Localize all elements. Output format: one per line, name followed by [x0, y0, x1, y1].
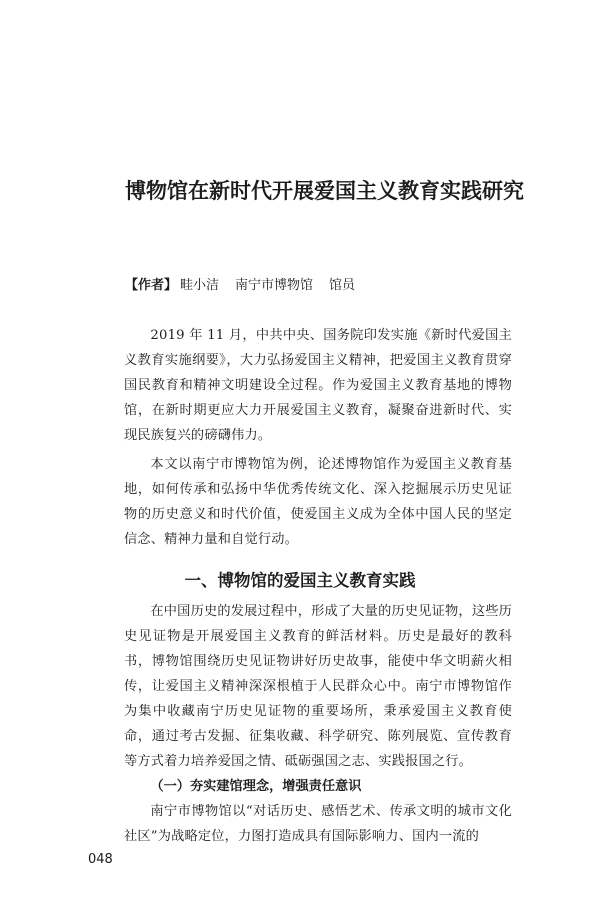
author-role: 馆员	[329, 278, 356, 293]
abstract-paragraph: 本文以南宁市博物馆为例，论述博物馆作为爱国主义教育基地，如何传承和弘扬中华优秀传统文化、深入挖掘展示历史见证物的历史意义和时代价值，使爱国主义成为全体中国人民的坚定信念、精神力量和自觉行动。	[124, 457, 512, 547]
author-name: 畦小洁	[180, 278, 220, 293]
section-heading: 一、博物馆的爱国主义教育实践	[184, 571, 416, 590]
page-number: 048	[88, 852, 113, 867]
author-label: 【作者】	[125, 278, 178, 293]
author-organization: 南宁市博物馆	[235, 278, 314, 293]
abstract-block	[124, 323, 512, 552]
section-body	[124, 599, 512, 849]
body-paragraph: 在中国历史的发展过程中，形成了大量的历史见证物，这些历史见证物是开展爱国主义教育的鲜活材料。历史是最好的教科书，博物馆围绕历史见证物讲好历史故事，能使中华文明薪火相传，让爱国主义精神深深根植于人民群众心中。南宁市博物馆作为集中收藏南宁历史见证物的重要场所，秉承爱国主义教育使命，通过考古发掘、征集收藏、科学研究、陈列展览、宣传教育等方式着力培养爱国之情、砥砺强国之志、实践报国之行。	[124, 604, 512, 769]
article-title: 博物馆在新时代开展爱国主义教育实践研究	[125, 179, 524, 203]
author-line	[125, 278, 355, 294]
subsection-heading: （一）夯实建馆理念，增强责任意识	[150, 779, 362, 794]
body-paragraph: 南宁市博物馆以“对话历史、感悟艺术、传承文明的城市文化社区”为战略定位，力图打造成具有国际影响力、国内一流的	[124, 804, 512, 844]
abstract-paragraph: 2019 年 11 月，中共中央、国务院印发实施《新时代爱国主义教育实施纲要》，大力弘扬爱国主义精神，把爱国主义教育贯穿国民教育和精神文明建设全过程。作为爱国主义教育基地的博物馆，在新时期更应大力开展爱国主义教育，凝聚奋进新时代、实现民族复兴的磅礴伟力。	[124, 328, 512, 443]
